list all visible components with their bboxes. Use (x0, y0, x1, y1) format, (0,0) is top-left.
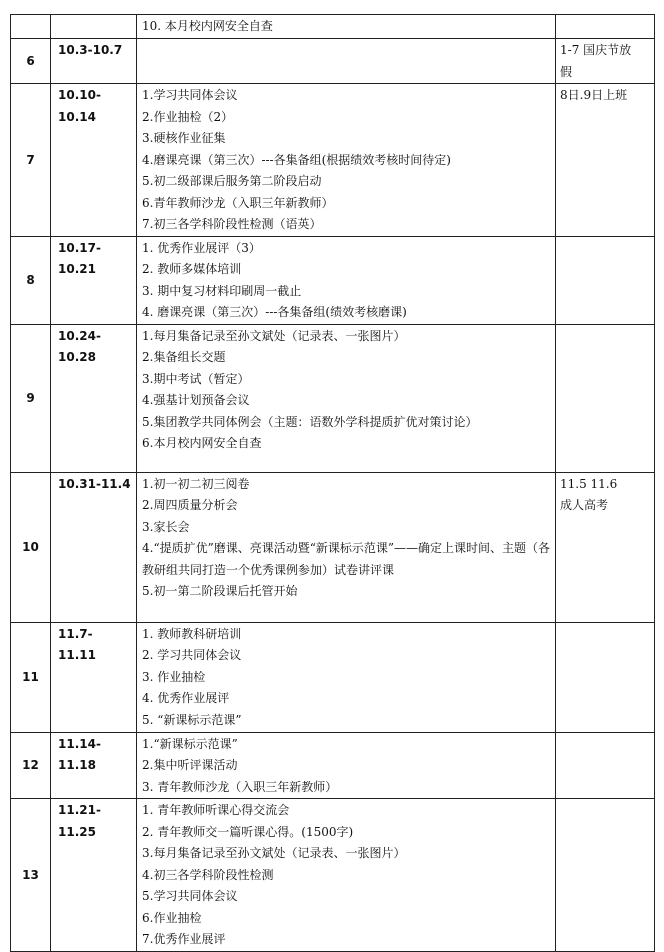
task-item: 6.本月校内网安全自查 (142, 436, 262, 450)
date-range: 10.3-10.7 (51, 39, 137, 84)
week-number: 7 (11, 84, 51, 237)
task-item: 2.集中听评课活动 (142, 758, 238, 772)
note-cell (556, 472, 655, 622)
task-item: 6.青年教师沙龙（入职三年新教师） (142, 195, 334, 210)
note-text: 8日.9日上班 (560, 88, 628, 102)
week-number: 8 (11, 236, 51, 324)
task-item: 6.作业抽检 (142, 910, 202, 925)
task-item: 5. “新课标示范课” (142, 712, 242, 727)
note-cell (556, 39, 655, 84)
task-item: 3. 期中复习材料印刷周一截止 (142, 283, 302, 298)
week-number: 9 (11, 324, 51, 472)
task-item: 5.初一第二阶段课后托管开始 (142, 584, 298, 598)
task-item: 7.初三各学科阶段性检测（语英） (142, 217, 322, 231)
note-cell (556, 622, 655, 732)
note-text: 假 (560, 64, 573, 79)
task-item: 1.学习共同体会议 (142, 88, 238, 102)
task-item: 4. 磨课亮课（第三次）---各集备组(绩效考核磨课) (142, 305, 407, 319)
task-item: 2. 教师多媒体培训 (142, 262, 242, 276)
date-range: 10.17- 10.21 (51, 236, 137, 324)
task-item: 3.每月集备记录至孙文斌处（记录表、一张图片） (142, 846, 406, 860)
task-item: 3.硬核作业征集 (142, 131, 226, 145)
task-item: 5.集团教学共同体例会（主题：语数外学科提质扩优对策讨论） (142, 414, 478, 429)
task-item: 1.“新课标示范课” (142, 736, 238, 751)
task-item: 3.期中考试（暂定） (142, 371, 250, 386)
note-text: 1-7 国庆节放 (560, 43, 632, 57)
task-item: 3. 作业抽检 (142, 669, 206, 684)
task-item: 4.强基计划预备会议 (142, 393, 250, 407)
date-range: 11.14- 11.18 (51, 732, 137, 799)
schedule-row (11, 799, 655, 952)
task-item: 1. 教师教科研培训 (142, 626, 242, 641)
task-item: 1.初一初二初三阅卷 (142, 476, 250, 491)
task-item: 2. 青年教师交一篇听课心得。(1500字) (142, 824, 354, 839)
schedule-row (11, 324, 655, 472)
task-item: 10. 本月校内网安全自查 (142, 19, 273, 33)
task-list (137, 472, 556, 622)
date-range: 10.10- 10.14 (51, 84, 137, 237)
task-list (137, 84, 556, 237)
week-number: 13 (11, 799, 51, 952)
schedule-row (11, 39, 655, 84)
task-item: 5.初二级部课后服务第二阶段启动 (142, 174, 322, 188)
date-range: 10.31-11.4 (51, 472, 137, 622)
note-cell (556, 15, 655, 39)
task-item: 4. 优秀作业展评 (142, 691, 230, 705)
week-number (11, 15, 51, 39)
task-list (137, 39, 556, 84)
schedule-row (11, 15, 655, 39)
week-number: 11 (11, 622, 51, 732)
task-list (137, 15, 556, 39)
task-item: 7.优秀作业展评 (142, 932, 226, 946)
schedule-row (11, 236, 655, 324)
task-item: 3.家长会 (142, 519, 190, 534)
task-item: 1. 青年教师听课心得交流会 (142, 803, 290, 817)
task-item: 2.集备组长交题 (142, 350, 226, 364)
task-list (137, 236, 556, 324)
note-cell (556, 324, 655, 472)
task-item: 5.学习共同体会议 (142, 889, 238, 903)
task-item: 4.初三各学科阶段性检测 (142, 867, 274, 882)
schedule-row (11, 622, 655, 732)
note-cell (556, 732, 655, 799)
task-item: 1. 优秀作业展评（3） (142, 240, 261, 255)
schedule-row (11, 84, 655, 237)
task-item: 2.周四质量分析会 (142, 498, 238, 512)
week-number: 12 (11, 732, 51, 799)
week-number: 6 (11, 39, 51, 84)
date-range (51, 15, 137, 39)
task-list (137, 324, 556, 472)
task-item: 4.“提质扩优”磨课、亮课活动暨“新课标示范课”——确定上课时间、主题（各教研组共同打造一个优秀课例参加）试卷讲评课 (142, 541, 550, 577)
note-cell (556, 236, 655, 324)
schedule-table (10, 14, 655, 952)
date-range: 11.21- 11.25 (51, 799, 137, 952)
note-text: 成人高考 (560, 498, 609, 512)
task-item: 3. 青年教师沙龙（入职三年新教师） (142, 779, 338, 794)
task-list (137, 622, 556, 732)
schedule-row (11, 732, 655, 799)
note-cell (556, 84, 655, 237)
task-item: 1.每月集备记录至孙文斌处（记录表、一张图片） (142, 328, 406, 343)
task-item: 2.作业抽检（2） (142, 109, 234, 124)
task-list (137, 799, 556, 952)
task-item: 4.磨课亮课（第三次）---各集备组(根据绩效考核时间待定) (142, 152, 451, 167)
schedule-body (11, 15, 655, 952)
note-cell (556, 799, 655, 952)
task-list (137, 732, 556, 799)
schedule-row (11, 472, 655, 622)
week-number: 10 (11, 472, 51, 622)
task-item: 2. 学习共同体会议 (142, 648, 242, 662)
date-range: 10.24- 10.28 (51, 324, 137, 472)
note-text: 11.5 11.6 (560, 476, 618, 491)
date-range: 11.7- 11.11 (51, 622, 137, 732)
